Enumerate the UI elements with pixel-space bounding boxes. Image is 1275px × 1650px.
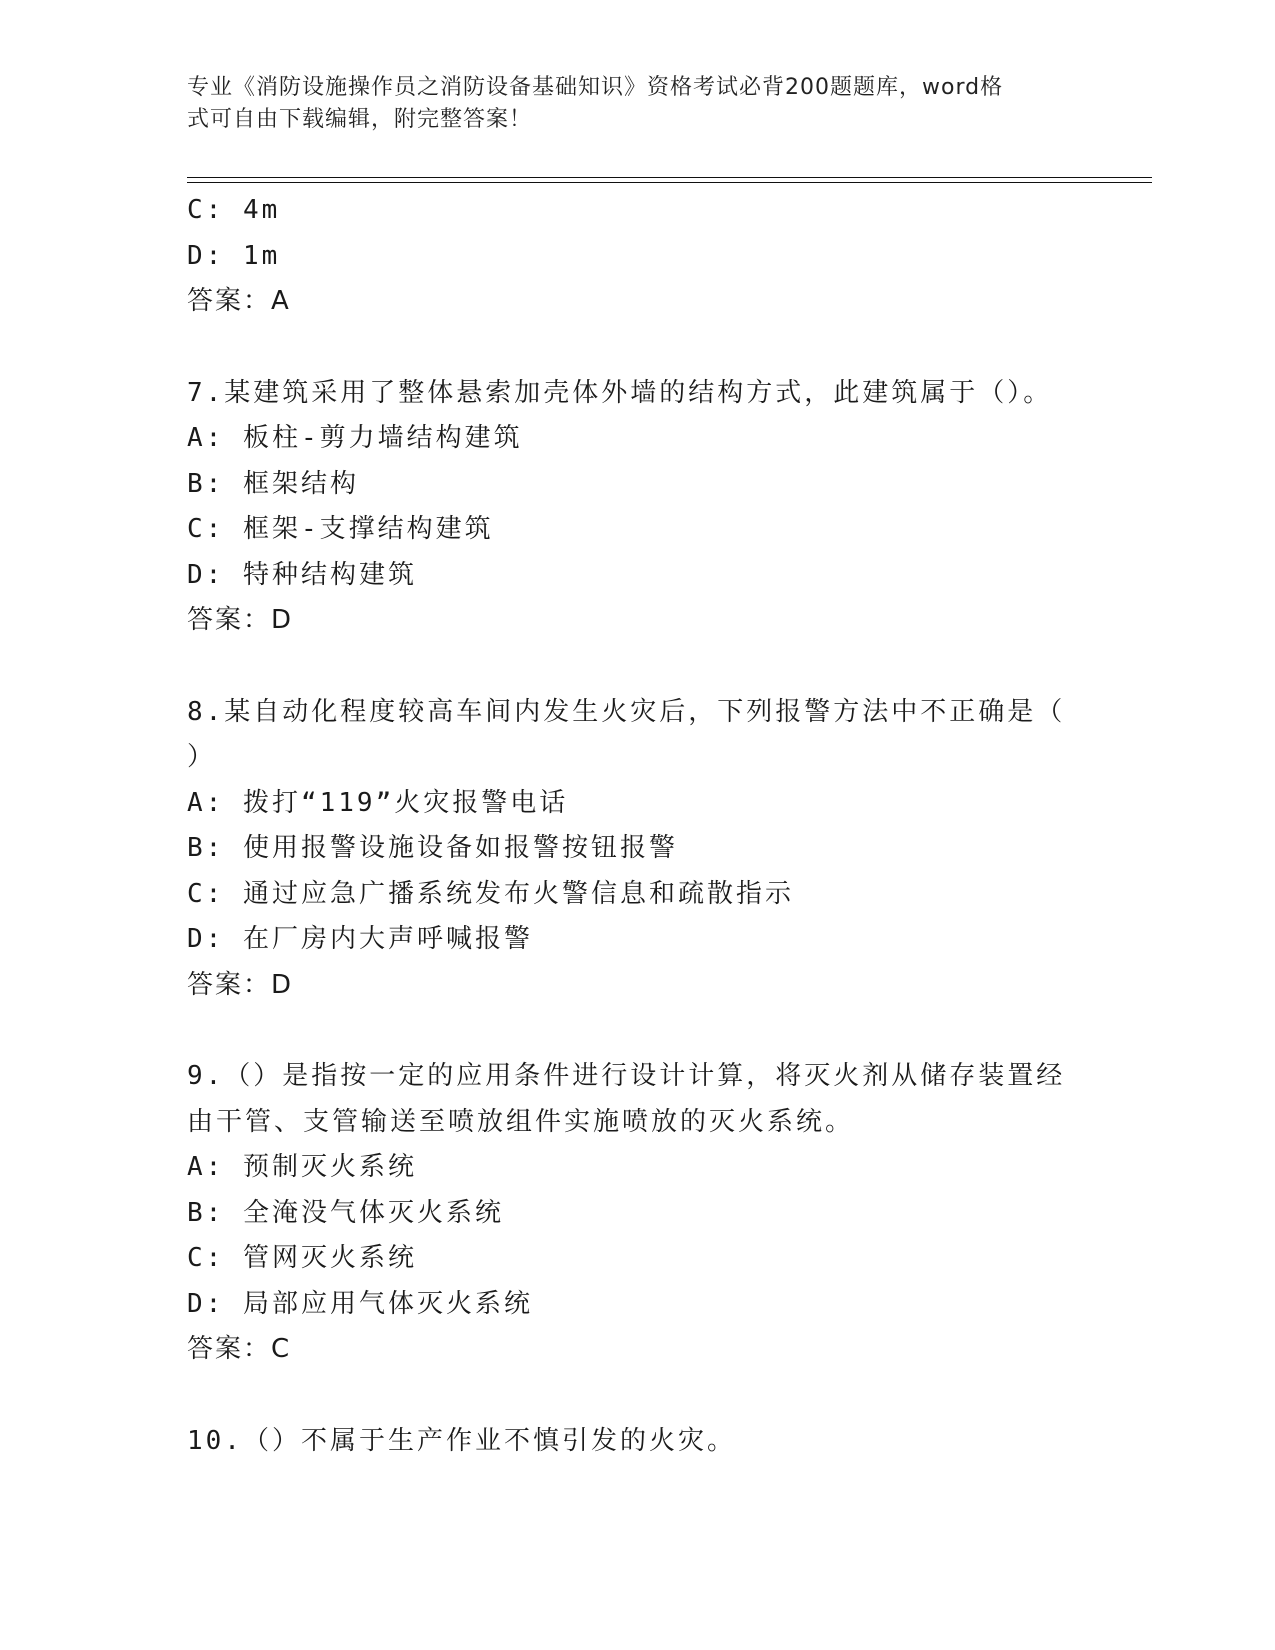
question-9 xyxy=(187,1054,1087,1373)
option-a: A: 板柱-剪力墙结构建筑 xyxy=(187,423,523,453)
question-7 xyxy=(187,371,1087,644)
header-line-1: 专业《消防设施操作员之消防设备基础知识》资格考试必背200题题库，word格 xyxy=(187,75,1004,100)
option-d: D: 在厂房内大声呼喊报警 xyxy=(187,924,533,954)
question-10 xyxy=(187,1419,1087,1465)
option-d: D: 特种结构建筑 xyxy=(187,559,417,590)
option-a: A: 预制灭火系统 xyxy=(187,1152,417,1182)
question-stem-continued: 由干管、支管输送至喷放组件实施喷放的灭火系统。 xyxy=(187,1106,855,1137)
answer: 答案：C xyxy=(187,1334,292,1364)
header-rule-bottom xyxy=(187,182,1152,183)
question-list xyxy=(187,188,1087,1464)
option-b: B: 使用报警设施设备如报警按钮报警 xyxy=(187,833,678,863)
answer: 答案：A xyxy=(187,286,291,316)
option-c: C: 4m xyxy=(187,195,281,225)
answer: 答案：D xyxy=(187,969,294,1000)
option-d: D: 局部应用气体灭火系统 xyxy=(187,1288,533,1319)
question-stem: 9.（）是指按一定的应用条件进行设计计算，将灭火剂从储存装置经 xyxy=(187,1061,1066,1091)
question-stem: 7.某建筑采用了整体悬索加壳体外墙的结构方式，此建筑属于（）。 xyxy=(187,377,1053,408)
question-stem-continued: ） xyxy=(187,742,217,772)
option-b: B: 框架结构 xyxy=(187,468,359,499)
document-header xyxy=(187,72,1067,136)
header-line-2: 式可自由下载编辑，附完整答案！ xyxy=(187,107,533,132)
option-c: C: 管网灭火系统 xyxy=(187,1243,417,1273)
option-d: D: 1m xyxy=(187,240,281,271)
option-c: C: 框架-支撑结构建筑 xyxy=(187,514,494,544)
answer: 答案：D xyxy=(187,605,294,635)
prev-question-tail xyxy=(187,188,1087,325)
question-stem: 8.某自动化程度较高车间内发生火灾后，下列报警方法中不正确是（ xyxy=(187,696,1066,727)
option-c: C: 通过应急广播系统发布火警信息和疏散指示 xyxy=(187,878,794,909)
option-a: A: 拨打“119”火灾报警电话 xyxy=(187,787,569,818)
question-stem: 10.（）不属于生产作业不慎引发的火灾。 xyxy=(187,1425,736,1456)
question-8 xyxy=(187,690,1087,1009)
option-b: B: 全淹没气体灭火系统 xyxy=(187,1197,504,1228)
header-rule-top xyxy=(187,177,1152,178)
